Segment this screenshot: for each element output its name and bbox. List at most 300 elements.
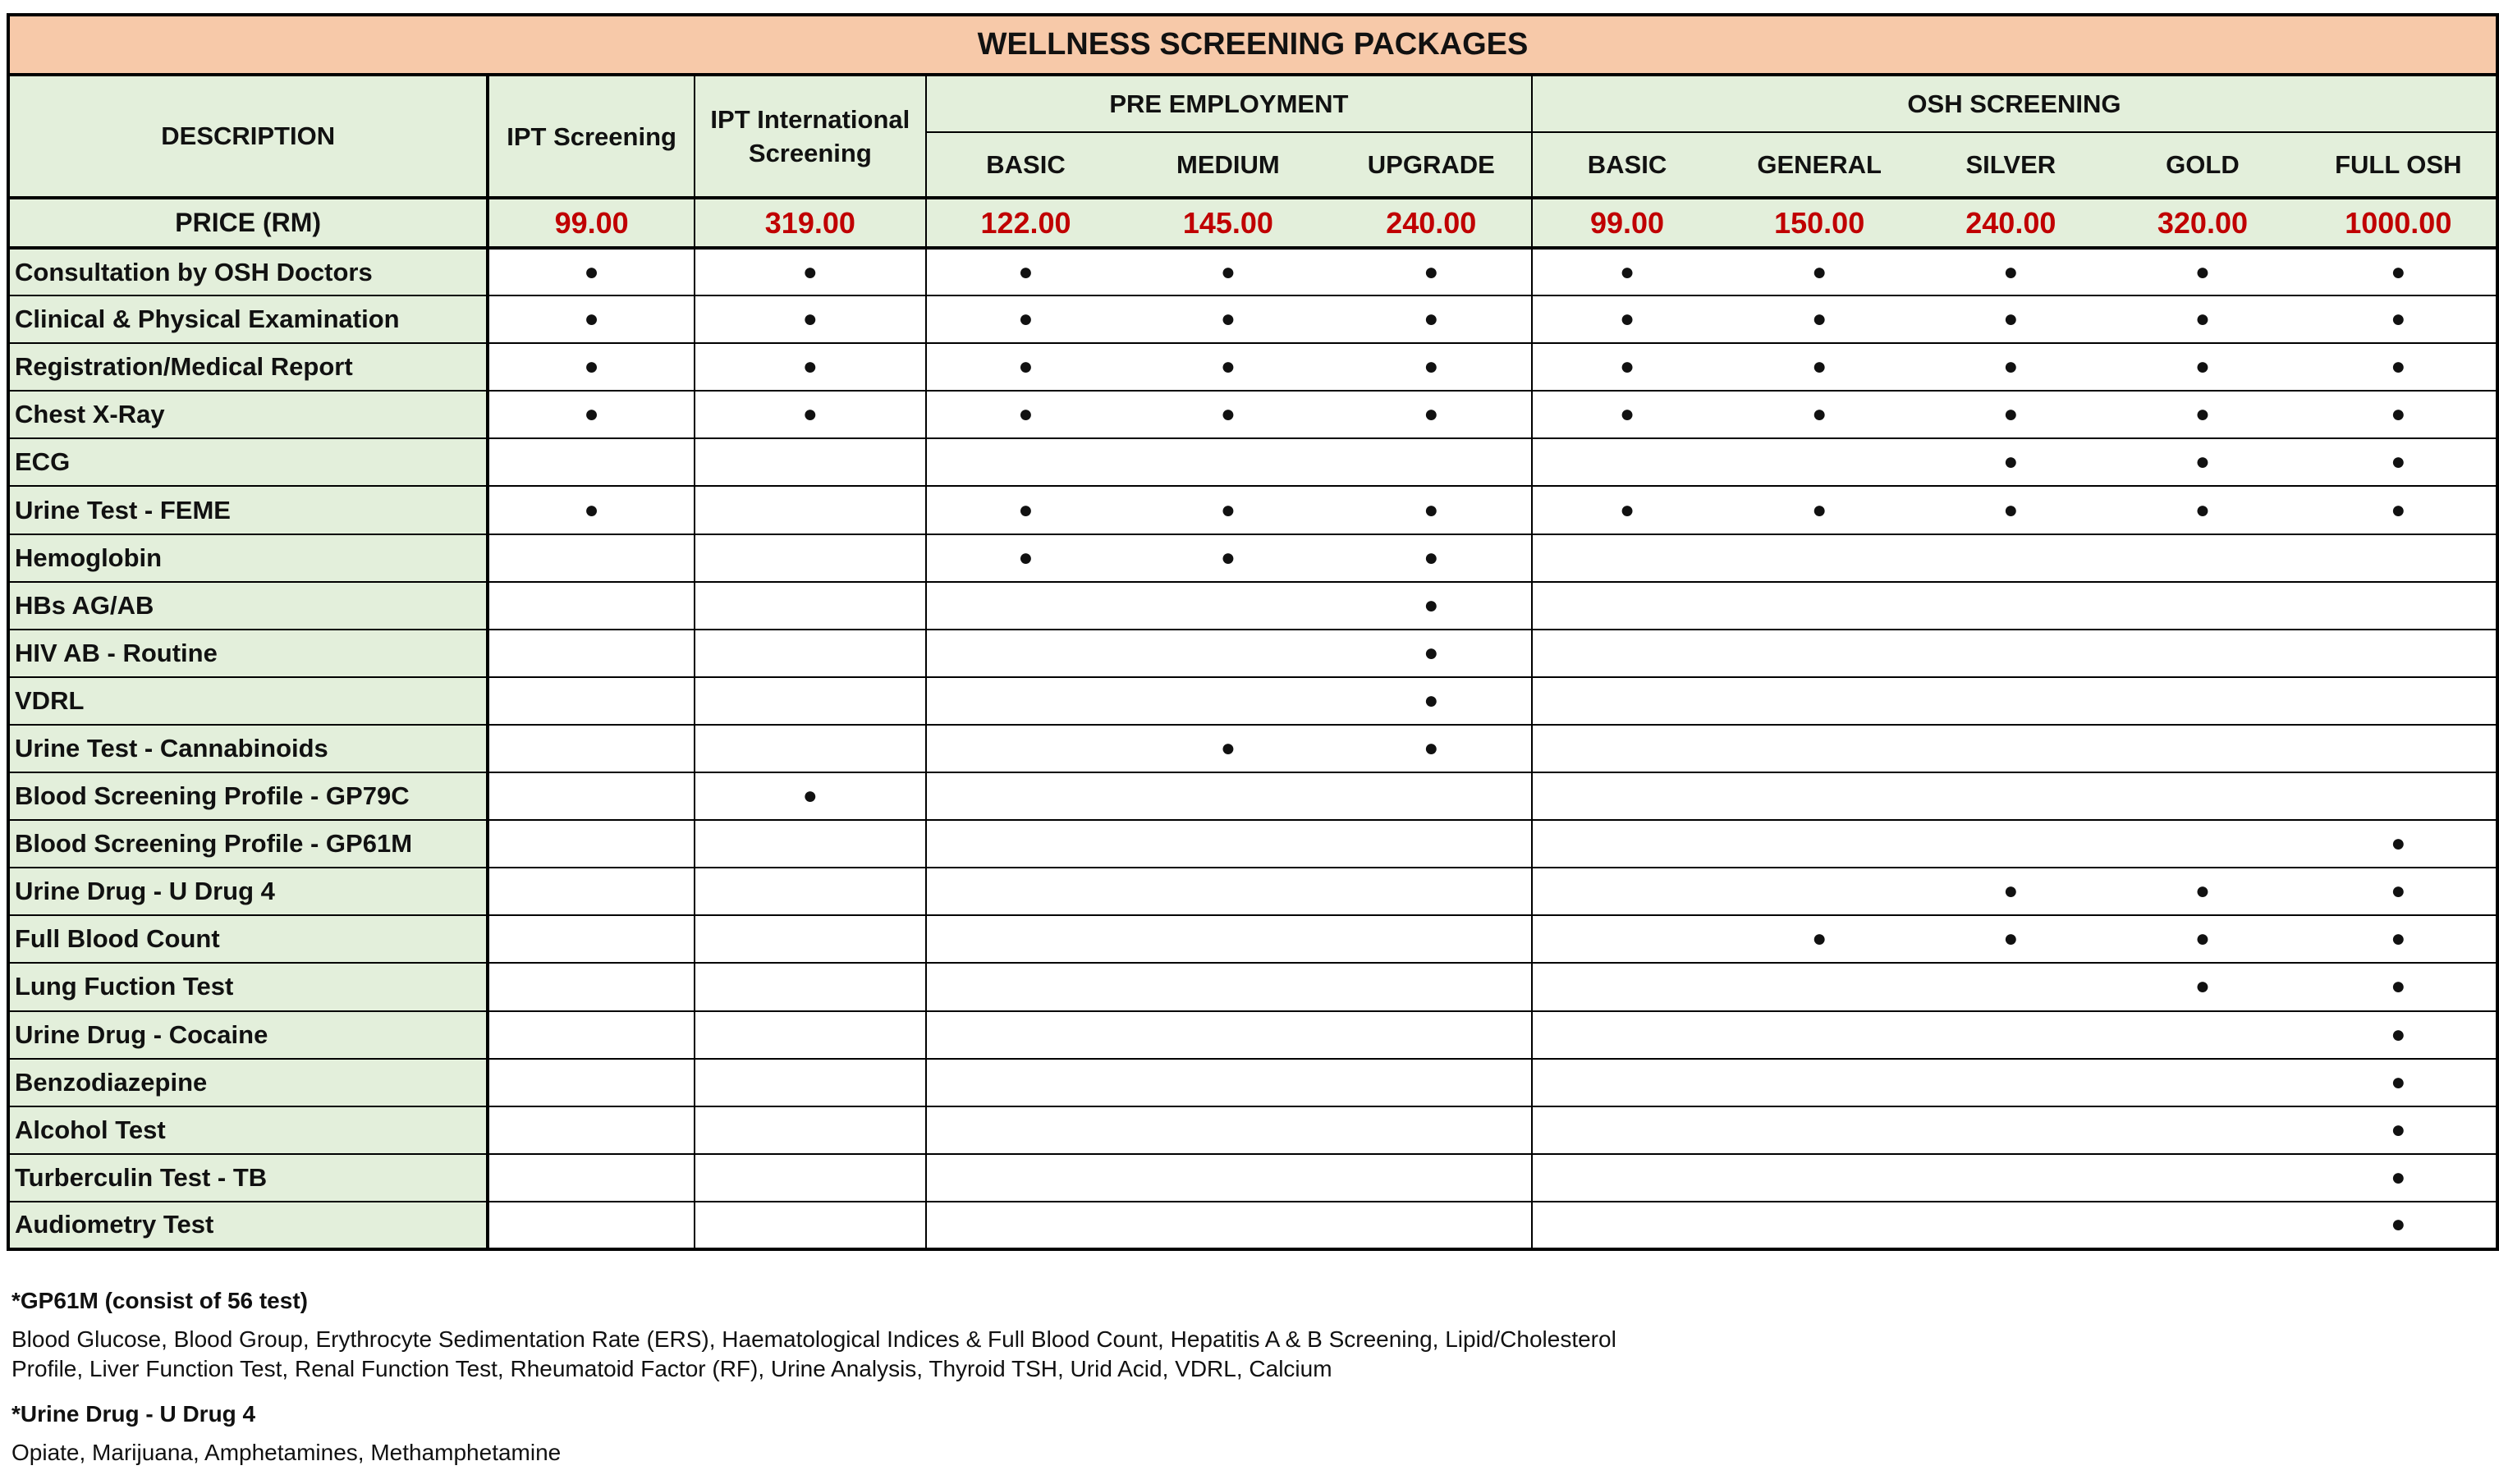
check-osh-full [2301,820,2497,868]
check-ipt-international [695,295,926,343]
included-bullet-icon: ● [584,401,599,428]
check-osh-silver [1917,438,2104,486]
test-label: ECG [8,438,488,486]
included-bullet-icon: ● [2391,1020,2406,1048]
check-ipt-international [695,1106,926,1154]
included-bullet-icon: ● [2391,1115,2406,1143]
check-osh-full [2301,248,2497,295]
included-bullet-icon: ● [2391,258,2406,286]
test-label: HIV AB - Routine [8,630,488,677]
test-label: Urine Drug - Cocaine [8,1011,488,1059]
check-ipt-international [695,1154,926,1202]
check-pre-upgrade [1332,820,1532,868]
check-osh-gold [2104,820,2300,868]
included-bullet-icon: ● [2391,401,2406,428]
included-bullet-icon: ● [2194,877,2211,905]
check-osh-general [1722,963,1917,1010]
included-bullet-icon: ● [2391,305,2406,333]
check-pre-medium [1125,295,1331,343]
check-pre-upgrade [1332,1011,1532,1059]
check-pre-basic [926,772,1125,820]
check-ipt-international [695,630,926,677]
ipt-screening-header: IPT Screening [488,75,694,198]
check-osh-basic [1532,1011,1722,1059]
osh-screening-header: OSH SCREENING [1532,75,2497,132]
check-osh-silver [1917,486,2104,534]
check-osh-basic [1532,1202,1722,1249]
test-label: Chest X-Ray [8,391,488,438]
test-label: Urine Test - Cannabinoids [8,725,488,772]
check-ipt-international [695,915,926,963]
check-pre-basic [926,1154,1125,1202]
included-bullet-icon: ● [2391,496,2406,524]
check-pre-upgrade [1332,1106,1532,1154]
check-osh-silver [1917,1202,2104,1249]
check-osh-full [2301,915,2497,963]
table-row [8,725,2497,772]
included-bullet-icon: ● [1619,305,1635,333]
included-bullet-icon: ● [2194,305,2211,333]
table-row [8,1106,2497,1154]
included-bullet-icon: ● [1220,543,1236,571]
included-bullet-icon: ● [802,305,818,333]
included-bullet-icon: ● [1424,543,1439,571]
check-osh-silver [1917,868,2104,915]
table-row [8,820,2497,868]
price-pre-basic: 122.00 [926,198,1125,248]
table-row [8,1059,2497,1106]
check-osh-basic [1532,534,1722,582]
note-udrug4-line: Opiate, Marijuana, Amphetamines, Methamphetamine [11,1440,562,1465]
test-label: VDRL [8,677,488,725]
check-pre-basic [926,1202,1125,1249]
included-bullet-icon: ● [1220,496,1236,524]
check-pre-medium [1125,677,1331,725]
check-osh-silver [1917,248,2104,295]
included-bullet-icon: ● [1424,353,1439,381]
check-osh-gold [2104,630,2300,677]
table-row [8,963,2497,1010]
check-osh-gold [2104,1011,2300,1059]
check-pre-basic [926,963,1125,1010]
check-pre-upgrade [1332,1154,1532,1202]
check-osh-general [1722,295,1917,343]
check-osh-general [1722,1154,1917,1202]
check-pre-upgrade [1332,868,1532,915]
check-ipt-screening [488,915,694,963]
test-rows [8,248,2497,1249]
check-osh-full [2301,295,2497,343]
check-pre-medium [1125,1059,1331,1106]
check-osh-full [2301,725,2497,772]
included-bullet-icon: ● [2391,877,2406,905]
check-osh-general [1722,582,1917,630]
check-osh-full [2301,868,2497,915]
check-osh-general [1722,343,1917,391]
included-bullet-icon: ● [802,258,818,286]
check-osh-gold [2104,963,2300,1010]
check-pre-basic [926,868,1125,915]
price-osh-silver: 240.00 [1917,198,2104,248]
check-ipt-screening [488,1106,694,1154]
check-ipt-screening [488,438,694,486]
check-pre-basic [926,438,1125,486]
note-gp61m-line: Blood Glucose, Blood Group, Erythrocyte Sedimentation Rate (ERS), Haematological Indices & Full Blood Count, Hepatitis A & B Screening, Lipid/Cholesterol [11,1326,1616,1352]
check-osh-silver [1917,1011,2104,1059]
check-ipt-screening [488,391,694,438]
price-osh-gold: 320.00 [2104,198,2300,248]
check-ipt-screening [488,772,694,820]
included-bullet-icon: ● [2003,925,2019,953]
table-row [8,772,2497,820]
check-pre-medium [1125,1154,1331,1202]
test-label: Registration/Medical Report [8,343,488,391]
included-bullet-icon: ● [1424,401,1439,428]
included-bullet-icon: ● [1220,258,1236,286]
check-pre-basic [926,343,1125,391]
check-osh-general [1722,534,1917,582]
table-row [8,295,2497,343]
price-osh-full: 1000.00 [2301,198,2497,248]
included-bullet-icon: ● [1018,258,1034,286]
check-ipt-international [695,725,926,772]
table-row [8,343,2497,391]
check-pre-medium [1125,486,1331,534]
check-pre-basic [926,391,1125,438]
table-row [8,1011,2497,1059]
check-osh-full [2301,438,2497,486]
check-osh-gold [2104,486,2300,534]
check-ipt-international [695,486,926,534]
test-label: HBs AG/AB [8,582,488,630]
check-pre-medium [1125,534,1331,582]
check-osh-full [2301,343,2497,391]
check-osh-general [1722,438,1917,486]
check-ipt-screening [488,343,694,391]
check-osh-silver [1917,1154,2104,1202]
included-bullet-icon: ● [1018,353,1034,381]
test-label: Audiometry Test [8,1202,488,1249]
check-osh-silver [1917,630,2104,677]
check-osh-general [1722,630,1917,677]
check-osh-basic [1532,725,1722,772]
check-osh-gold [2104,868,2300,915]
included-bullet-icon: ● [2194,496,2211,524]
check-ipt-screening [488,582,694,630]
included-bullet-icon: ● [1812,925,1827,953]
note-gp61m-title: *GP61M (consist of 56 test) [11,1288,308,1313]
check-ipt-international [695,248,926,295]
check-osh-gold [2104,391,2300,438]
included-bullet-icon: ● [1812,305,1827,333]
included-bullet-icon: ● [584,305,599,333]
check-pre-basic [926,820,1125,868]
check-pre-basic [926,1106,1125,1154]
check-osh-general [1722,1059,1917,1106]
check-ipt-screening [488,1011,694,1059]
included-bullet-icon: ● [1619,353,1635,381]
check-osh-silver [1917,391,2104,438]
check-osh-basic [1532,1106,1722,1154]
check-ipt-international [695,820,926,868]
check-pre-upgrade [1332,486,1532,534]
check-osh-gold [2104,725,2300,772]
osh-general-header: GENERAL [1722,132,1917,198]
check-pre-basic [926,915,1125,963]
check-pre-upgrade [1332,391,1532,438]
check-osh-basic [1532,486,1722,534]
osh-gold-header: GOLD [2104,132,2300,198]
check-osh-silver [1917,915,2104,963]
check-osh-general [1722,677,1917,725]
check-ipt-international [695,868,926,915]
check-osh-full [2301,630,2497,677]
table-row [8,1202,2497,1249]
check-osh-full [2301,534,2497,582]
price-pre-medium: 145.00 [1125,198,1331,248]
included-bullet-icon: ● [2003,401,2019,428]
check-ipt-screening [488,677,694,725]
osh-silver-header: SILVER [1917,132,2104,198]
check-osh-full [2301,1059,2497,1106]
check-ipt-international [695,1202,926,1249]
check-osh-gold [2104,915,2300,963]
check-pre-basic [926,725,1125,772]
check-pre-upgrade [1332,725,1532,772]
price-ipt-screening: 99.00 [488,198,694,248]
description-header: DESCRIPTION [8,75,488,198]
check-pre-upgrade [1332,248,1532,295]
test-label: Urine Drug - U Drug 4 [8,868,488,915]
check-ipt-international [695,582,926,630]
check-ipt-international [695,677,926,725]
included-bullet-icon: ● [1220,353,1236,381]
included-bullet-icon: ● [1424,496,1439,524]
check-pre-medium [1125,630,1331,677]
check-osh-full [2301,963,2497,1010]
check-ipt-screening [488,534,694,582]
check-osh-general [1722,915,1917,963]
pre-employment-header: PRE EMPLOYMENT [926,75,1532,132]
included-bullet-icon: ● [1018,543,1034,571]
check-ipt-international [695,534,926,582]
check-pre-upgrade [1332,677,1532,725]
check-pre-basic [926,582,1125,630]
table-row [8,534,2497,582]
included-bullet-icon: ● [2003,496,2019,524]
check-osh-full [2301,391,2497,438]
table-row [8,1154,2497,1202]
check-pre-medium [1125,438,1331,486]
check-osh-full [2301,677,2497,725]
included-bullet-icon: ● [2391,1068,2406,1096]
included-bullet-icon: ● [1424,734,1439,762]
pre-upgrade-header: UPGRADE [1332,132,1532,198]
check-osh-basic [1532,1059,1722,1106]
check-pre-upgrade [1332,1202,1532,1249]
check-pre-upgrade [1332,630,1532,677]
check-osh-basic [1532,915,1722,963]
check-osh-silver [1917,295,2104,343]
check-ipt-screening [488,295,694,343]
check-pre-medium [1125,582,1331,630]
included-bullet-icon: ● [2194,448,2211,476]
included-bullet-icon: ● [1220,401,1236,428]
check-osh-basic [1532,391,1722,438]
check-osh-full [2301,772,2497,820]
check-osh-gold [2104,295,2300,343]
check-ipt-screening [488,725,694,772]
table-title: WELLNESS SCREENING PACKAGES [8,15,2497,75]
check-osh-gold [2104,677,2300,725]
price-pre-upgrade: 240.00 [1332,198,1532,248]
check-pre-upgrade [1332,915,1532,963]
osh-basic-header: BASIC [1532,132,1722,198]
note-udrug4-title: *Urine Drug - U Drug 4 [11,1401,256,1427]
check-pre-basic [926,1059,1125,1106]
check-osh-basic [1532,295,1722,343]
price-osh-general: 150.00 [1722,198,1917,248]
check-osh-general [1722,248,1917,295]
check-pre-medium [1125,915,1331,963]
check-pre-medium [1125,772,1331,820]
included-bullet-icon: ● [1424,305,1439,333]
test-label: Hemoglobin [8,534,488,582]
check-osh-general [1722,486,1917,534]
included-bullet-icon: ● [1812,496,1827,524]
included-bullet-icon: ● [2391,1211,2406,1239]
check-osh-full [2301,1202,2497,1249]
ipt-international-header: IPT International Screening [695,75,926,198]
test-label: Full Blood Count [8,915,488,963]
check-osh-silver [1917,1106,2104,1154]
check-ipt-screening [488,486,694,534]
osh-full-header: FULL OSH [2301,132,2497,198]
check-osh-silver [1917,963,2104,1010]
check-osh-general [1722,1202,1917,1249]
check-osh-general [1722,391,1917,438]
included-bullet-icon: ● [2003,258,2019,286]
check-osh-general [1722,1106,1917,1154]
included-bullet-icon: ● [1018,496,1034,524]
note-gp61m-line: Profile, Liver Function Test, Renal Function Test, Rheumatoid Factor (RF), Urine Analysis, Thyroid TSH, Urid Acid, VDRL, Calcium [11,1356,1332,1381]
check-ipt-international [695,438,926,486]
check-osh-gold [2104,582,2300,630]
included-bullet-icon: ● [2391,1163,2406,1191]
check-osh-silver [1917,582,2104,630]
check-pre-upgrade [1332,534,1532,582]
table-row [8,630,2497,677]
check-pre-basic [926,486,1125,534]
pre-medium-header: MEDIUM [1125,132,1331,198]
included-bullet-icon: ● [2194,925,2211,953]
included-bullet-icon: ● [2194,258,2211,286]
check-pre-basic [926,677,1125,725]
test-label: Consultation by OSH Doctors [8,248,488,295]
included-bullet-icon: ● [1220,305,1236,333]
table-row [8,248,2497,295]
check-osh-silver [1917,677,2104,725]
check-osh-gold [2104,1154,2300,1202]
check-ipt-screening [488,630,694,677]
included-bullet-icon: ● [1424,591,1439,619]
check-pre-upgrade [1332,1059,1532,1106]
check-ipt-international [695,343,926,391]
check-ipt-screening [488,1202,694,1249]
included-bullet-icon: ● [1424,639,1439,666]
check-pre-upgrade [1332,582,1532,630]
table-row [8,677,2497,725]
check-osh-basic [1532,630,1722,677]
check-osh-gold [2104,772,2300,820]
check-osh-gold [2104,438,2300,486]
included-bullet-icon: ● [584,353,599,381]
check-pre-basic [926,295,1125,343]
check-ipt-screening [488,868,694,915]
note-udrug4-body [11,1438,1736,1468]
check-ipt-international [695,391,926,438]
check-pre-basic [926,630,1125,677]
table-row [8,915,2497,963]
included-bullet-icon: ● [1220,734,1236,762]
check-osh-basic [1532,343,1722,391]
check-pre-medium [1125,725,1331,772]
check-pre-upgrade [1332,772,1532,820]
check-pre-upgrade [1332,438,1532,486]
included-bullet-icon: ● [1812,258,1827,286]
table-row [8,438,2497,486]
pre-basic-header: BASIC [926,132,1125,198]
test-label: Lung Fuction Test [8,963,488,1010]
included-bullet-icon: ● [2391,448,2406,476]
check-osh-basic [1532,677,1722,725]
check-ipt-international [695,772,926,820]
check-osh-silver [1917,534,2104,582]
included-bullet-icon: ● [1424,258,1439,286]
check-pre-medium [1125,248,1331,295]
included-bullet-icon: ● [2391,925,2406,953]
check-osh-silver [1917,343,2104,391]
check-pre-basic [926,248,1125,295]
check-osh-gold [2104,1106,2300,1154]
included-bullet-icon: ● [584,258,599,286]
included-bullet-icon: ● [2391,973,2406,1001]
check-osh-full [2301,1106,2497,1154]
test-label: Clinical & Physical Examination [8,295,488,343]
price-osh-basic: 99.00 [1532,198,1722,248]
check-osh-gold [2104,1202,2300,1249]
check-osh-gold [2104,534,2300,582]
check-ipt-screening [488,248,694,295]
check-osh-general [1722,1011,1917,1059]
table-row [8,868,2497,915]
check-osh-silver [1917,772,2104,820]
note-gp61m-body [11,1325,1736,1384]
test-label: Blood Screening Profile - GP61M [8,820,488,868]
price-label: PRICE (RM) [8,198,488,248]
check-osh-basic [1532,582,1722,630]
check-pre-medium [1125,1011,1331,1059]
included-bullet-icon: ● [2003,448,2019,476]
check-pre-upgrade [1332,963,1532,1010]
test-label: Benzodiazepine [8,1059,488,1106]
check-pre-medium [1125,1202,1331,1249]
check-ipt-international [695,1059,926,1106]
check-osh-basic [1532,820,1722,868]
check-ipt-screening [488,820,694,868]
check-ipt-international [695,1011,926,1059]
check-pre-basic [926,534,1125,582]
